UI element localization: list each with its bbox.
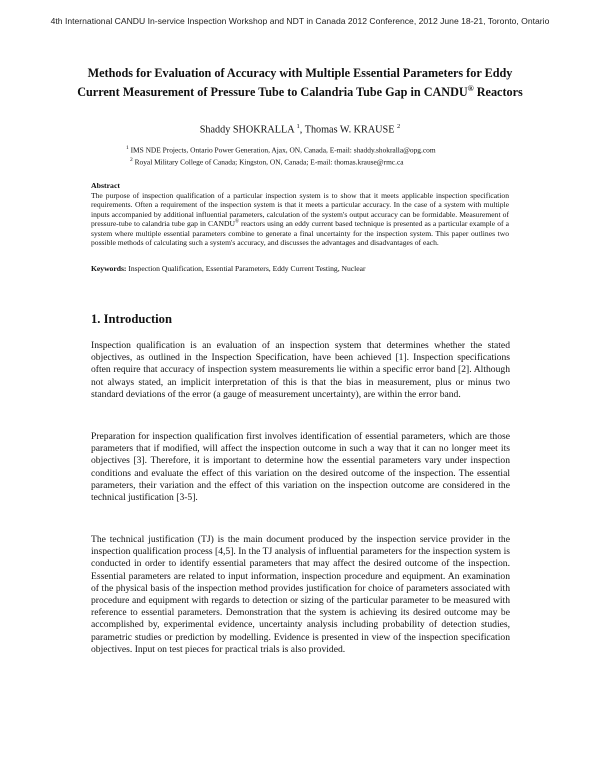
affiliation-text: Royal Military College of Canada; Kingston, ON, Canada; E-mail: thomas.krause@rmc.ca <box>132 157 404 167</box>
author-name: Shaddy SHOKRALLA <box>199 124 294 136</box>
abstract-heading: Abstract <box>91 181 121 190</box>
running-head: 4th International CANDU In-service Inspection Workshop and NDT in Canada 2012 Conference, 2012 June 18-21, Toronto, Ontario <box>50 16 550 26</box>
author-mark: 1 <box>296 123 300 130</box>
author-separator: , <box>299 124 305 136</box>
body-paragraph: The technical justification (TJ) is the main document produced by the inspection service provider in the inspection qualification process [4,5]. In the TJ analysis of influential parameters for the inspection system is conducted in order to identify essential parameters that may affect the desired outcome of the inspection. Essential parameters are related to input information, inspection procedure and equipment. An examination of the physical basis of the inspection method provides justification for choice of parameters associated with procedure and equipment with regards to detection or sizing of the particular parameter to be measured with reference to essential parameters. Demonstration that the system is achieving its desired outcome may be accomplished by, experimental evidence, uncertainty analysis including probability of detection studies, parametric studies or prediction by modelling. Evidence is presented in view of the inspection specification objectives. Input on test pieces for practical trials is also provided. <box>91 534 510 655</box>
affiliations <box>126 143 546 168</box>
abstract-body <box>91 191 509 247</box>
abstract-part-1: The purpose of inspection qualification of a particular inspection system is to show that it meets applicable inspection specification requirements. Often a requirement of the inspection system is that it meets a particular accuracy. In the case of a system with multiple inputs accompanied by additional influential parameters, calculation of the system's output accuracy can be formidable. Measurement of pressure-tube to calandria tube gap in CANDU <box>91 191 509 229</box>
author-list <box>0 123 600 135</box>
keywords-label: Keywords: <box>91 264 127 273</box>
author-mark: 2 <box>396 123 401 130</box>
registered-mark: ® <box>467 84 474 93</box>
affiliation-text: IMS NDE Projects, Ontario Power Generation, Ajax, ON, Canada, E-mail: shaddy.shokralla@opg.com <box>128 145 436 155</box>
title-main: Methods for Evaluation of Accuracy with Multiple Essential Parameters for Eddy Current Measurement of Pressure Tube to Calandria Tube Gap in CANDU <box>77 66 513 100</box>
body-paragraph: Inspection qualification is an evaluation of an inspection system that determines whether the stated objectives, as outlined in the Inspection Specification, have been achieved [1]. Inspection specifications often require that accuracy of inspection system measurements lie within a specific error band [2]. Although not always stated, an implicit interpretation of this is that the bias in measurement, plus or minus two standard deviations of the error (a gauge of measurement uncertainty), are within the error band. <box>91 340 510 400</box>
registered-mark: ® <box>234 218 239 225</box>
abstract-part-2: reactors using an eddy current based technique is presented as a particular example of a system where multiple essential parameters combine to generate a final uncertainty for the inspection system. This paper outlines two possible methods of calculating such a system's accuracy, and discusses the advantages and disadvantages of each. <box>91 219 509 248</box>
section-heading-introduction: 1. Introduction <box>91 312 172 326</box>
author-name: Thomas W. KRAUSE <box>304 124 395 136</box>
affiliation-1 <box>126 143 546 155</box>
keywords-text: Inspection Qualification, Essential Parameters, Eddy Current Testing, Nuclear <box>126 264 366 273</box>
title-end: Reactors <box>473 85 523 100</box>
affiliation-2 <box>126 155 546 167</box>
affiliation-mark: 1 <box>126 145 129 151</box>
affiliation-mark: 2 <box>130 157 133 164</box>
paper-title <box>70 66 530 100</box>
body-paragraph: Preparation for inspection qualification first involves identification of essential parameters, which are those parameters that if modified, will affect the inspection outcome in such a way that it can no longer meet its objectives [3]. Therefore, it is important to determine how the essential parameters vary under inspection conditions and evaluate the effect of this variation on the desired outcome of the inspection. The essential parameters, their variation and the effect of this variation on the inspection outcome are considered in the technical justification [3-5]. <box>91 431 510 504</box>
keywords <box>91 264 509 273</box>
